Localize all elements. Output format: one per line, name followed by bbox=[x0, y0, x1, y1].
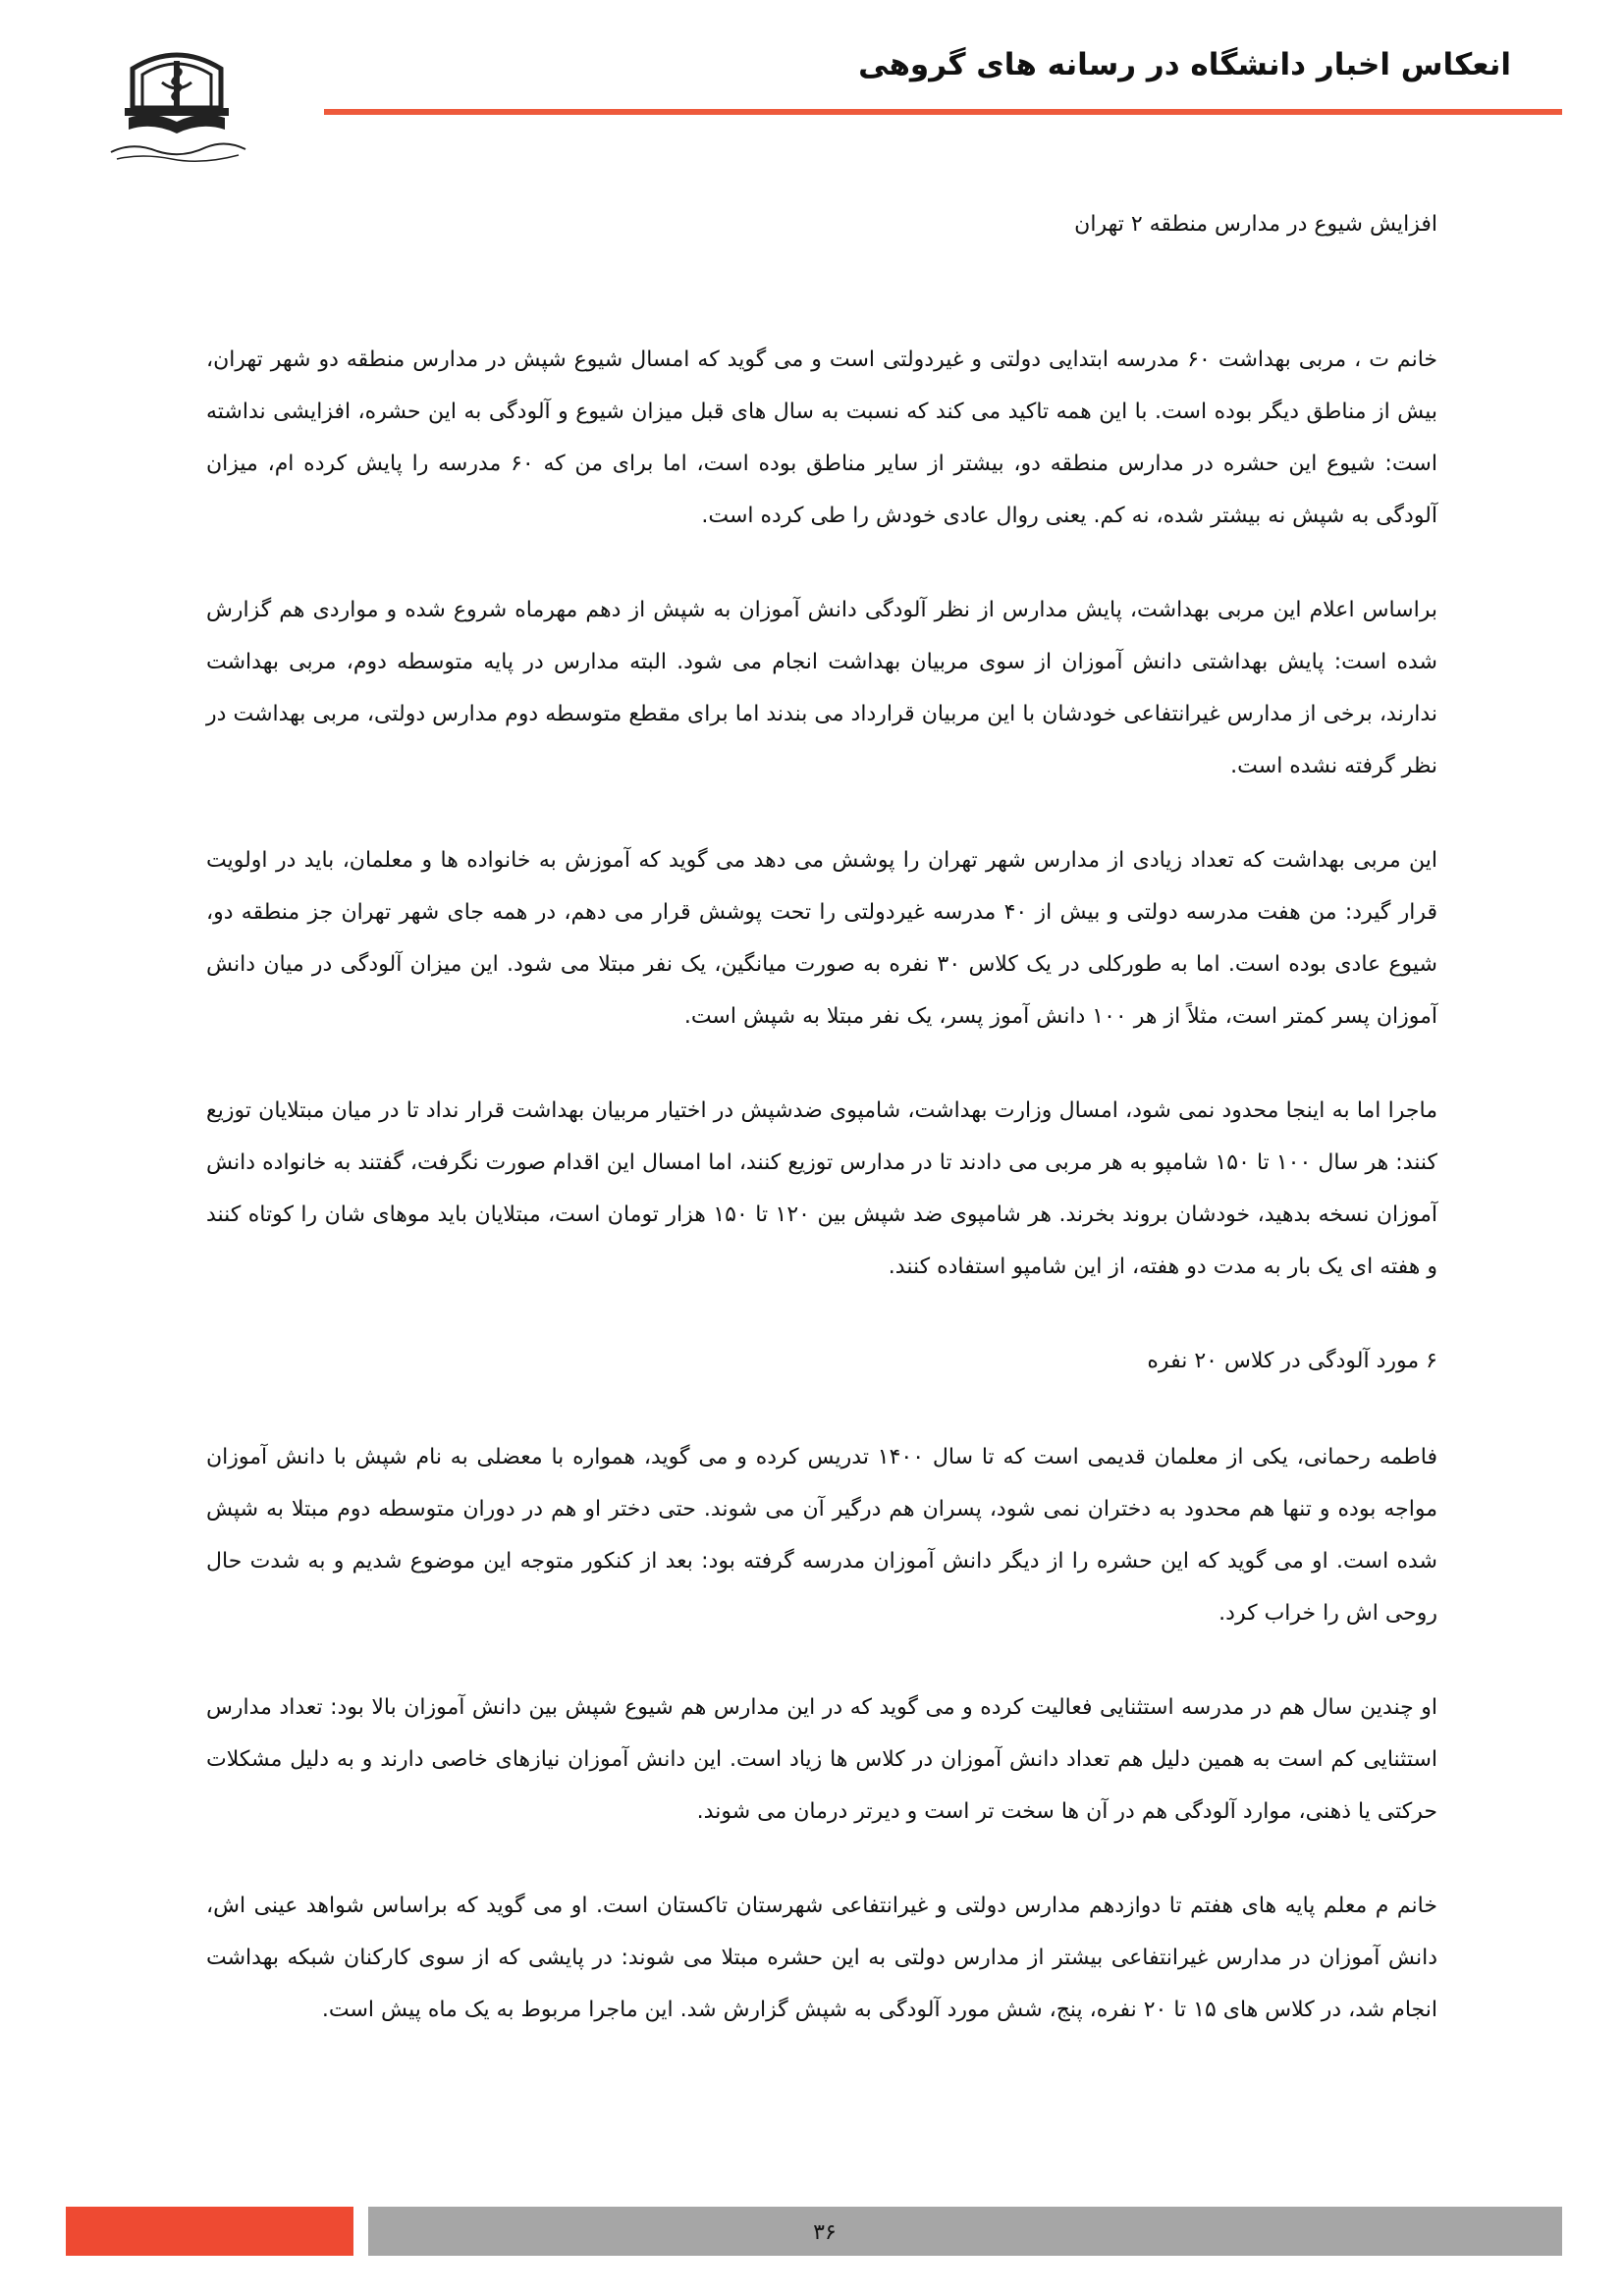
article-paragraph: او چندین سال هم در مدرسه استثنایی فعالیت کرده و می گوید که در این مدارس هم شیوع شپش بین دانش آموزان بالا بود: تعداد مدارس استثنایی کم است به همین دلیل هم تعداد دانش آموزان در کلاس ها زیاد است. این دانش آموزان نیازهای خاصی دارند و به دلیل مشکلات حرکتی یا ذهنی، موارد آلودگی هم در آن ها سخت تر است و دیرتر درمان می شوند. bbox=[206, 1695, 1437, 1824]
article-paragraph: این مربی بهداشت که تعداد زیادی از مدارس شهر تهران را پوشش می دهد می گوید که آموزش به خانواده ها و معلمان، باید در اولویت قرار گیرد: من هفت مدرسه دولتی و بیش از ۴۰ مدرسه غیردولتی را تحت پوشش قرار می دهم، در همه جای شهر تهران جز منطقه دو، شیوع عادی بوده است. اما به طورکلی در یک کلاس ۳۰ نفره به صورت میانگین، یک نفر مبتلا می شود. این میزان آلودگی در میان دانش آموزان پسر کمتر است، مثلاً از هر ۱۰۰ دانش آموز پسر، یک نفر مبتلا به شپش است. bbox=[206, 848, 1438, 1029]
article-paragraph: براساس اعلام این مربی بهداشت، پایش مدارس از نظر آلودگی دانش آموزان به شپش از دهم مهرماه شروع شده و مواردی هم گزارش شده است: پایش بهداشتی دانش آموزان از سوی مربیان بهداشت انجام می شود. البته مدارس در پایه متوسطه دوم، مربی بهداشت ندارند، برخی از مدارس غیرانتفاعی خودشان با این مربیان قرارداد می بندند اما برای مقطع متوسطه دوم مدارس دولتی، مربی بهداشت در نظر گرفته نشده است. bbox=[206, 598, 1437, 778]
page-number: ۳۶ bbox=[813, 2220, 837, 2245]
article-body bbox=[206, 198, 1437, 2078]
logo-emblem-icon bbox=[103, 39, 250, 167]
footer-bar bbox=[368, 2207, 1562, 2256]
section-heading: ۶ مورد آلودگی در کلاس ۲۰ نفره bbox=[1147, 1349, 1437, 1373]
header-divider bbox=[324, 109, 1562, 115]
header-title: انعکاس اخبار دانشگاه در رسانه های گروهی bbox=[858, 47, 1511, 82]
section-heading: افزایش شیوع در مدارس منطقه ۲ تهران bbox=[1074, 212, 1437, 237]
footer-accent-bar bbox=[66, 2207, 353, 2256]
article-paragraph: خانم م معلم پایه های هفتم تا دوازدهم مدارس دولتی و غیرانتفاعی شهرستان تاکستان است. او می گوید که براساس شواهد عینی اش، دانش آموزان در مدارس غیرانتفاعی بیشتر از مدارس دولتی به این حشره مبتلا می شوند: در پایشی که از سوی کارکنان شبکه بهداشت انجام شد، در کلاس های ۱۵ تا ۲۰ نفره، پنج، شش مورد آلودگی به شپش گزارش شد. این ماجرا مربوط به یک ماه پیش است. bbox=[206, 1894, 1437, 2022]
article-paragraph: ماجرا اما به اینجا محدود نمی شود، امسال وزارت بهداشت، شامپوی ضدشپش در اختیار مربیان بهداشت قرار نداد تا در میان مبتلایان توزیع کنند: هر سال ۱۰۰ تا ۱۵۰ شامپو به هر مربی می دادند تا در مدارس توزیع کنند، اما امسال این اقدام صورت نگرفت، گفتند به خانواده دانش آموزان نسخه بدهید، خودشان بروند بخرند. هر شامپوی ضد شپش بین ۱۲۰ تا ۱۵۰ هزار تومان است، مبتلایان باید موهای شان را کوتاه کنند و هفته ای یک بار به مدت دو هفته، از این شامپو استفاده کنند. bbox=[206, 1098, 1438, 1279]
university-logo bbox=[103, 39, 250, 167]
article-paragraph: فاطمه رحمانی، یکی از معلمان قدیمی است که تا سال ۱۴۰۰ تدریس کرده و می گوید، همواره با معضلی به نام شپش با دانش آموزان مواجه بوده و تنها هم محدود به دختران نمی شود، پسران هم درگیر آن می شوند. حتی دختر او هم در دوران متوسطه دوم مبتلا به شپش شده است. او می گوید که این حشره را از دیگر دانش آموزان مدرسه گرفته بود: بعد از کنکور متوجه این موضوع شدیم و به شدت حال روحی اش را خراب کرد. bbox=[206, 1445, 1437, 1626]
article-paragraph: خانم ت ، مربی بهداشت ۶۰ مدرسه ابتدایی دولتی و غیردولتی است و می گوید که امسال شیوع شپش در مدارس منطقه دو شهر تهران، بیش از مناطق دیگر بوده است. با این همه تاکید می کند که نسبت به سال های قبل میزان شیوع و آلودگی به این حشره، افزایشی نداشته است: شیوع این حشره در مدارس منطقه دو، بیشتر از سایر مناطق بوده است، اما برای من که ۶۰ مدرسه را پایش کرده ام، میزان آلودگی به شپش نه بیشتر شده، نه کم. یعنی روال عادی خودش را طی کرده است. bbox=[206, 347, 1438, 528]
